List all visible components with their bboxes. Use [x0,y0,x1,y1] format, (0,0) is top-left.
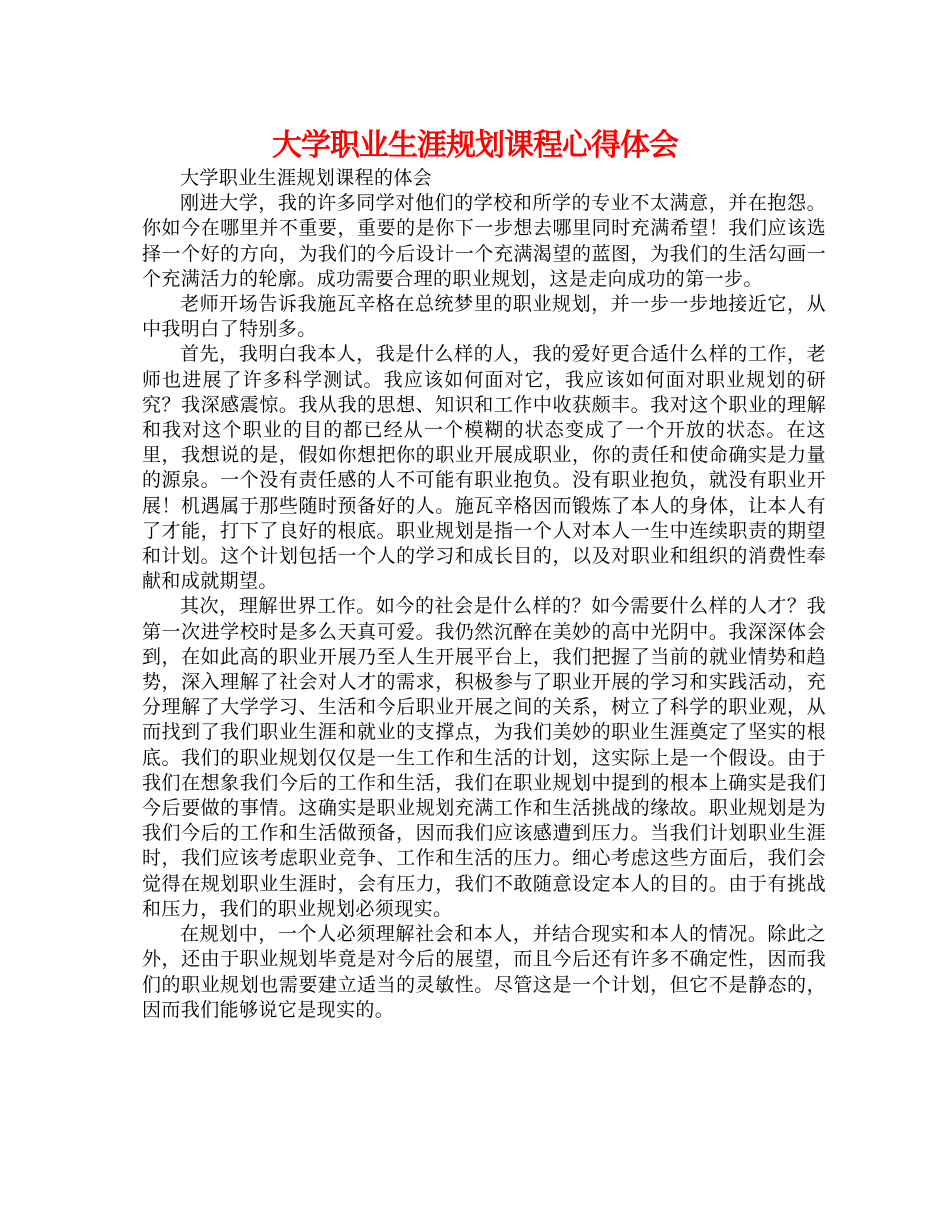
document-title: 大学职业生涯规划课程心得体会 [272,128,678,163]
paragraph: 其次，理解世界工作。如今的社会是什么样的？如今需要什么样的人才？我第一次进学校时是多么天真可爱。我仍然沉醉在美妙的高中光阴中。我深深体会到，在如此高的职业开展乃至人生开展平台上，我们把握了当前的就业情势和趋势，深入理解了社会对人才的需求，积极参与了职业开展的学习和实践活动，充分理解了大学学习、生活和今后职业开展之间的关系，树立了科学的职业观，从而找到了我们职业生涯和就业的支撑点，为我们美妙的职业生涯奠定了坚实的根底。我们的职业规划仅仅是一生工作和生活的计划，这实际上是一个假设。由于我们在想象我们今后的工作和生活，我们在职业规划中提到的根本上确实是我们今后要做的事情。这确实是职业规划充满工作和生活挑战的缘故。职业规划是为我们今后的工作和生活做预备，因而我们应该感遭到压力。当我们计划职业生涯时，我们应该考虑职业竞争、工作和生活的压力。细心考虑这些方面后，我们会觉得在规划职业生涯时，会有压力，我们不敢随意设定本人的目的。由于有挑战和压力，我们的职业规划必须现实。 [142,595,826,920]
paragraph: 在规划中，一个人必须理解社会和本人，并结合现实和本人的情况。除此之外，还由于职业规划毕竟是对今后的展望，而且今后还有许多不确定性，因而我们的职业规划也需要建立适当的灵敏性。尽管这是一个计划，但它不是静态的，因而我们能够说它是现实的。 [142,923,826,1021]
document-subtitle: 大学职业生涯规划课程的体会 [180,167,433,189]
paragraph: 首先，我明白我本人，我是什么样的人，我的爱好更合适什么样的工作，老师也进展了许多科学测试。我应该如何面对它，我应该如何面对职业规划的研究？我深感震惊。我从我的思想、知识和工作中收获颇丰。我对这个职业的理解和我对这个职业的目的都已经从一个模糊的状态变成了一个开放的状态。在这里，我想说的是，假如你想把你的职业开展成职业，你的责任和使命确实是力量的源泉。一个没有责任感的人不可能有职业抱负。没有职业抱负，就没有职业开展！机遇属于那些随时预备好的人。施瓦辛格因而锻炼了本人的身体，让本人有了才能，打下了良好的根底。职业规划是指一个人对本人一生中连续职责的期望和计划。这个计划包括一个人的学习和成长目的，以及对职业和组织的消费性奉献和成就期望。 [142,343,826,593]
paragraph: 刚进大学，我的许多同学对他们的学校和所学的专业不太满意，并在抱怨。你如今在哪里并不重要，重要的是你下一步想去哪里同时充满希望！我们应该选择一个好的方向，为我们的今后设计一个充满渴望的蓝图，为我们的生活勾画一个充满活力的轮廓。成功需要合理的职业规划，这是走向成功的第一步。 [142,192,826,290]
document-body [142,166,826,1023]
paragraph: 老师开场告诉我施瓦辛格在总统梦里的职业规划，并一步一步地接近它，从中我明白了特别多。 [142,293,826,341]
